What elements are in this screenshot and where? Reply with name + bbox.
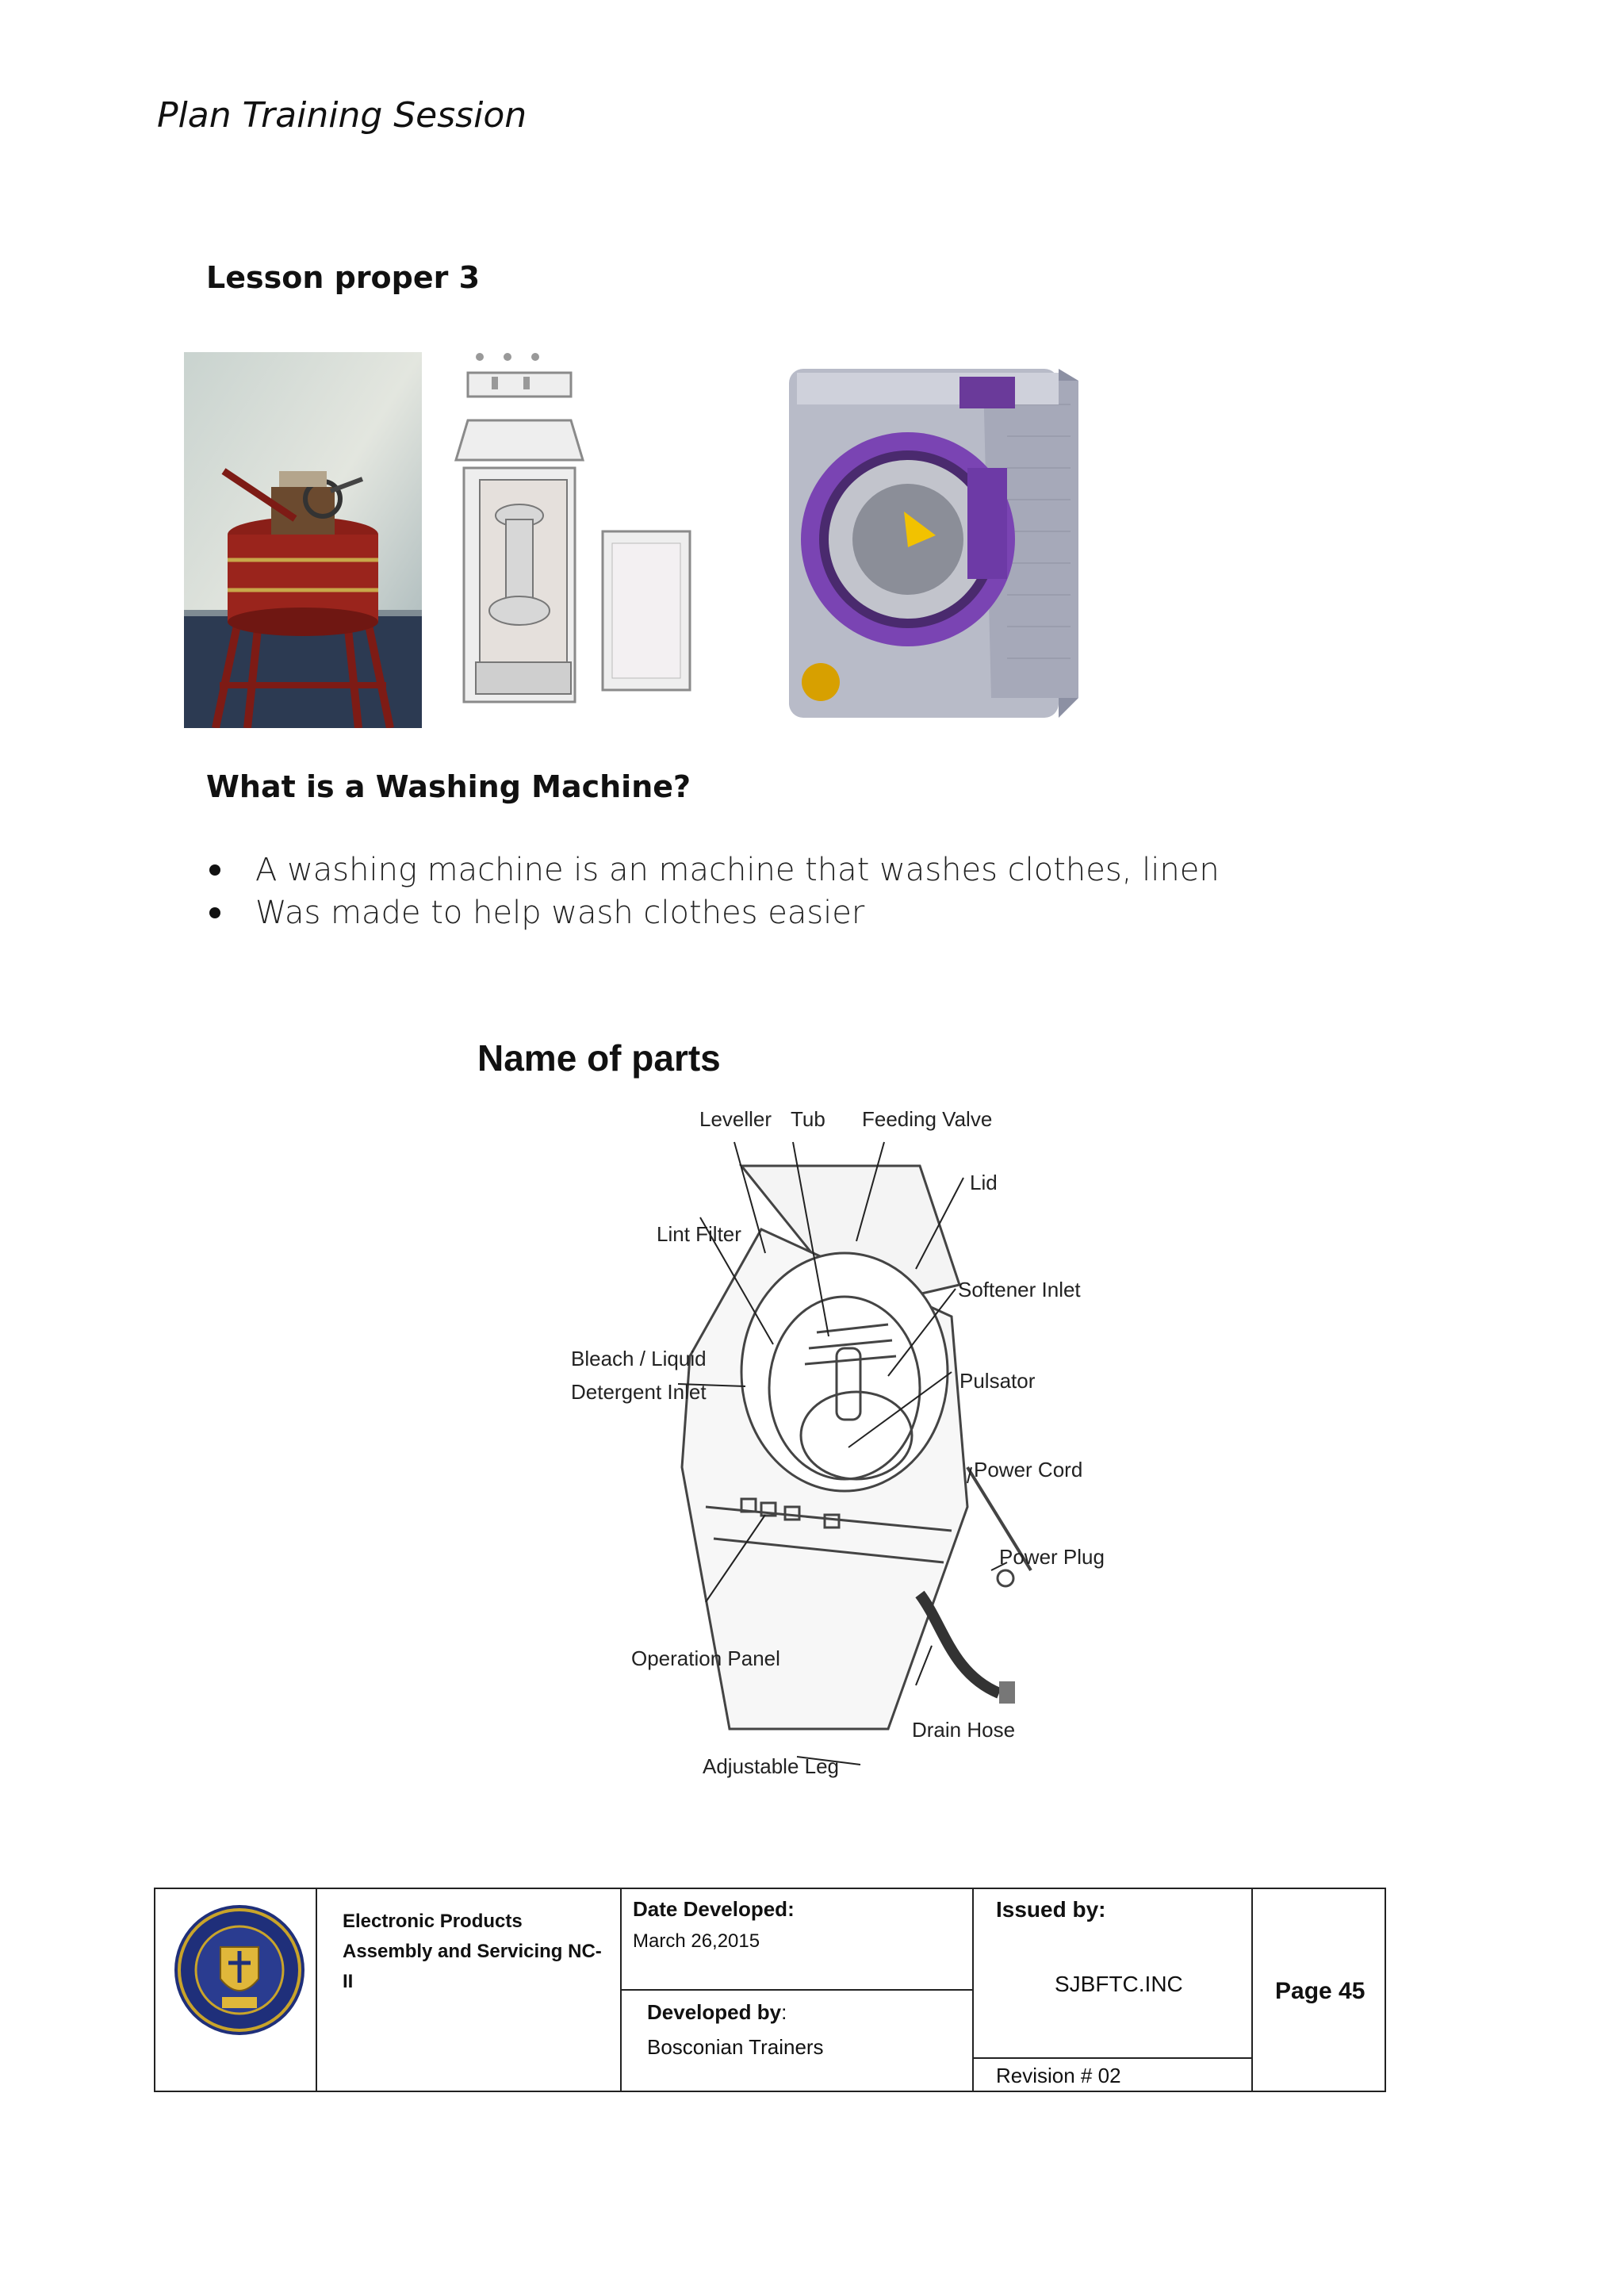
footer-table <box>154 1888 1386 2092</box>
bullet-list <box>206 849 1220 934</box>
section-heading: What is a Washing Machine? <box>206 769 691 804</box>
label-feeding-valve: Feeding Valve <box>862 1107 993 1131</box>
bullet-text: A washing machine is an machine that washes clothes, linen <box>255 852 1220 888</box>
lesson-heading: Lesson proper 3 <box>206 260 481 295</box>
course-title: Electronic Products Assembly and Servicing NC- II <box>343 1911 602 1992</box>
page-number: Page 45 <box>1275 1978 1365 2004</box>
label-operation-panel: Operation Panel <box>631 1646 780 1670</box>
label-adjustable-leg: Adjustable Leg <box>703 1754 840 1778</box>
bullet-icon <box>209 907 220 918</box>
parts-diagram <box>444 1023 1158 1800</box>
exploded-washer-photo <box>444 349 730 730</box>
label-lint-filter: Lint Filter <box>657 1222 741 1246</box>
list-item <box>206 849 1220 891</box>
label-tub: Tub <box>791 1107 825 1131</box>
antique-washer-photo <box>184 352 422 728</box>
bullet-text: Was made to help wash clothes easier <box>255 895 865 931</box>
date-developed-value: March 26,2015 <box>633 1930 760 1952</box>
issued-by-value: SJBFTC.INC <box>1055 1972 1183 1996</box>
label-softener-inlet: Softener Inlet <box>958 1278 1081 1301</box>
front-loader-photo <box>777 349 1094 730</box>
running-header: Plan Training Session <box>157 95 527 136</box>
developed-by-label: Developed by: <box>647 2000 787 2024</box>
label-drain-hose: Drain Hose <box>912 1718 1016 1742</box>
organization-logo <box>173 1903 306 2037</box>
label-power-plug: Power Plug <box>999 1545 1105 1569</box>
issued-by-label: Issued by: <box>996 1897 1106 1922</box>
revision-number: Revision # 02 <box>996 2064 1121 2087</box>
developed-by-value: Bosconian Trainers <box>647 2035 824 2059</box>
bullet-icon <box>209 864 220 876</box>
label-lid: Lid <box>970 1171 998 1194</box>
label-power-cord: Power Cord <box>974 1458 1083 1481</box>
list-item <box>206 891 1220 934</box>
label-pulsator: Pulsator <box>959 1369 1036 1393</box>
label-bleach-line2: Detergent Inlet <box>571 1380 707 1404</box>
label-bleach-line1: Bleach / Liquid <box>571 1347 707 1370</box>
date-developed-label: Date Developed: <box>633 1897 795 1921</box>
diagram-title: Name of parts <box>477 1037 721 1079</box>
label-leveller: Leveller <box>699 1107 772 1131</box>
